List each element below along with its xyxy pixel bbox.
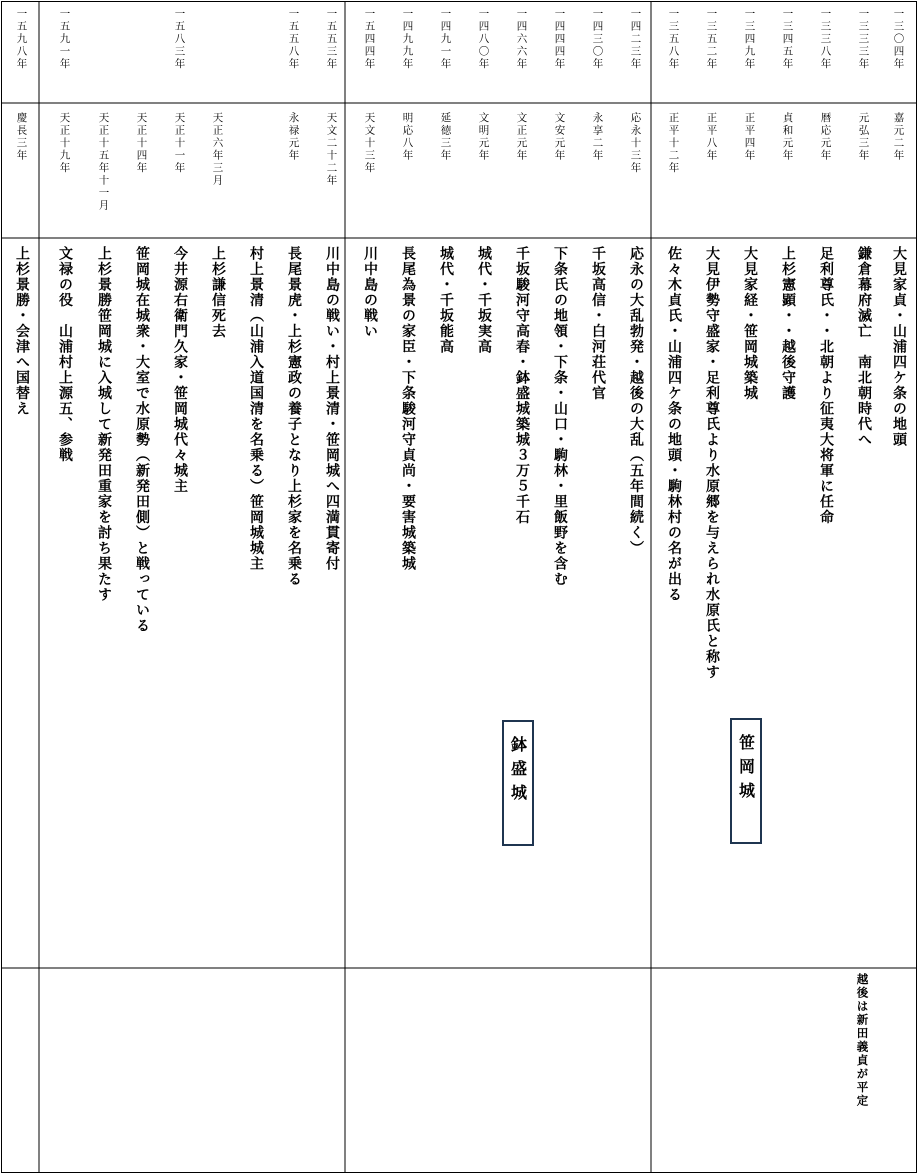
year-cell: 一三三八年 <box>819 8 832 71</box>
era-cell: 文正元年 <box>515 112 528 162</box>
era-cell: 貞和元年 <box>781 112 794 162</box>
year-cell: 一三五八年 <box>667 8 680 71</box>
year-cell: 一四二三年 <box>629 8 642 71</box>
castle-label-sasaoka: 笹岡城 <box>730 718 762 844</box>
event-cell: 下条氏の地領・下条・山口・駒林・里飯野を含む <box>552 246 568 587</box>
year-cell: 一五五三年 <box>325 8 338 71</box>
year-cell: 一五九八年 <box>15 8 28 71</box>
year-cell: 一五八三年 <box>173 8 186 71</box>
era-cell: 正平八年 <box>705 112 718 162</box>
era-cell: 天正十九年 <box>58 112 71 175</box>
event-cell: 応永の大乱勃発・越後の大乱（五年間続く） <box>628 246 644 556</box>
era-cell: 延徳三年 <box>439 112 452 162</box>
era-cell: 天文二十二年 <box>325 112 338 187</box>
event-cell: 上杉景勝・会津へ国替え <box>14 246 30 417</box>
era-cell: 天文十三年 <box>363 112 376 175</box>
era-cell: 天正十四年 <box>135 112 148 175</box>
era-cell: 天正十五年十一月 <box>97 112 110 212</box>
event-cell: 千坂駿河守高春・鉢盛城築城３万５千石 <box>514 246 530 525</box>
era-cell: 応永十三年 <box>629 112 642 175</box>
event-cell: 川中島の戦い・村上景清・笹岡城へ四満貫寄付 <box>324 246 340 572</box>
event-cell: 大見伊勢守盛家・足利尊氏より水原郷を与えられ水原氏と称す <box>704 246 720 680</box>
event-cell: 村上景清（山浦入道国清を名乗る）笹岡城城主 <box>248 246 264 572</box>
event-cell: 千坂高信・白河荘代官 <box>590 246 606 401</box>
era-cell: 嘉元二年 <box>892 112 905 162</box>
event-cell: 城代・千坂実高 <box>476 246 492 355</box>
event-cell: 大見家貞・山浦四ケ条の地頭 <box>891 246 907 448</box>
year-cell: 一三三三年 <box>857 8 870 71</box>
event-cell: 長尾為景の家臣・下条駿河守貞尚・要害城築城 <box>400 246 416 572</box>
event-cell: 城代・千坂能高 <box>438 246 454 355</box>
era-cell: 暦応元年 <box>819 112 832 162</box>
event-cell: 上杉景勝笹岡城に入城して新発田重家を討ち果たす <box>96 246 112 603</box>
era-cell: 天正六年三月 <box>211 112 224 187</box>
event-cell: 川中島の戦い <box>362 246 378 339</box>
event-cell: 文禄の役 山浦村上源五、参戦 <box>57 246 73 463</box>
year-cell: 一五五八年 <box>287 8 300 71</box>
year-cell: 一三〇四年 <box>892 8 905 71</box>
event-cell: 大見家経・笹岡城築城 <box>742 246 758 401</box>
castle-label-hachimori: 鉢盛城 <box>502 720 534 846</box>
era-cell: 天正十一年 <box>173 112 186 175</box>
event-cell: 鎌倉幕府滅亡 南北朝時代へ <box>856 246 872 448</box>
year-cell: 一五四四年 <box>363 8 376 71</box>
event-cell: 上杉憲顕・・越後守護 <box>780 246 796 401</box>
year-cell: 一五九一年 <box>58 8 71 71</box>
era-cell: 慶長三年 <box>15 112 28 162</box>
year-cell: 一三四五年 <box>781 8 794 71</box>
year-cell: 一三四九年 <box>743 8 756 71</box>
era-cell: 文安元年 <box>553 112 566 162</box>
event-cell: 今井源右衛門久家・笹岡城代々城主 <box>172 246 188 494</box>
event-cell: 上杉謙信死去 <box>210 246 226 339</box>
era-cell: 元弘三年 <box>857 112 870 162</box>
era-cell: 永享二年 <box>591 112 604 162</box>
event-cell: 足利尊氏・・北朝より征夷大将軍に任命 <box>818 246 834 525</box>
year-cell: 一四八〇年 <box>477 8 490 71</box>
era-cell: 明応八年 <box>401 112 414 162</box>
year-cell: 一四三〇年 <box>591 8 604 71</box>
era-cell: 正平十二年 <box>667 112 680 175</box>
year-cell: 一三五二年 <box>705 8 718 71</box>
era-cell: 文明元年 <box>477 112 490 162</box>
era-cell: 永禄元年 <box>287 112 300 162</box>
year-cell: 一四九一年 <box>439 8 452 71</box>
event-cell: 笹岡城在城衆・大室で水原勢（新発田側）と戦っている <box>134 246 150 634</box>
year-cell: 一四四四年 <box>553 8 566 71</box>
event-cell: 佐々木貞氏・山浦四ケ条の地頭・駒林村の名が出る <box>666 246 682 603</box>
era-cell: 正平四年 <box>743 112 756 162</box>
year-cell: 一四九九年 <box>401 8 414 71</box>
note-niigata: 越後は新田義貞が平定 <box>855 973 870 1108</box>
year-cell: 一四六六年 <box>515 8 528 71</box>
event-cell: 長尾景虎・上杉憲政の養子となり上杉家を名乗る <box>286 246 302 587</box>
